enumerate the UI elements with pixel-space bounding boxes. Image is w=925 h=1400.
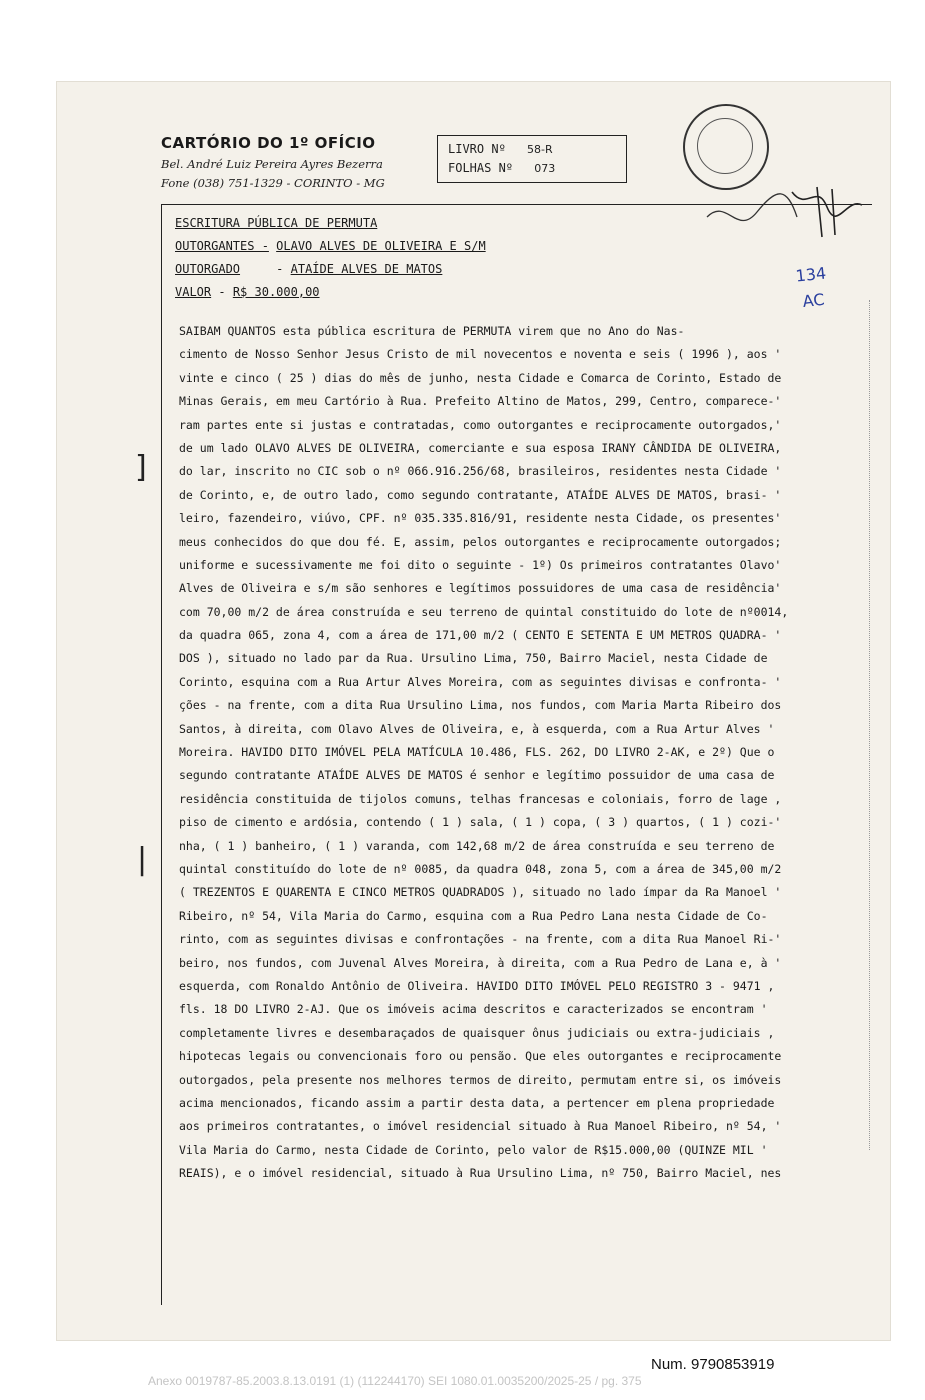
body-line: hipotecas legais ou convencionais foro ou pensão. Que eles outorgantes e reciprocamente (179, 1049, 782, 1064)
outorgantes-row (175, 235, 486, 258)
valor-label: VALOR (175, 285, 212, 299)
folhas-value: 073 (534, 162, 556, 175)
outorgado-value: ATAÍDE ALVES DE MATOS (290, 262, 443, 276)
outorgantes-value: OLAVO ALVES DE OLIVEIRA E S/M (276, 239, 486, 253)
document-number: Num. 9790853919 (651, 1356, 775, 1373)
body-line: de um lado OLAVO ALVES DE OLIVEIRA, comerciante e sua esposa IRANY CÂNDIDA DE OLIVEIRA, (179, 440, 782, 455)
seal-inner-ring (697, 118, 753, 174)
body-line: acima mencionados, ficando assim a partir desta data, a pertencer em plena propriedade (179, 1095, 775, 1110)
book-reference-box (437, 135, 627, 183)
body-line: beiro, nos fundos, com Juvenal Alves Moreira, à direita, com a Rua Pedro de Lana e, à ' (179, 955, 782, 970)
body-line: ram partes ente si justas e contratadas, como outorgantes e reciprocamente outorgados,' (179, 417, 782, 432)
folhas-row (448, 159, 616, 178)
body-line: rinto, com as seguintes divisas e confrontações - na frente, com a dita Rua Manoel Ri-' (179, 932, 782, 947)
deed-summary (175, 212, 486, 304)
margin-note-initials: AC (801, 289, 826, 312)
livro-label: LIVRO Nº (448, 142, 506, 156)
body-line: uniforme e sucessivamente me foi dito o seguinte - 1º) Os primeiros contratantes Olavo' (179, 557, 782, 572)
notary-name: Bel. André Luiz Pereira Ayres Bezerra (161, 157, 383, 171)
footer-reference: Anexo 0019787-85.2003.8.13.0191 (1) (112244170) SEI 1080.01.0035200/2025-25 / pg. 375 (148, 1374, 642, 1388)
body-line: Alves de Oliveira e s/m são senhores e legítimos possuidores de uma casa de residência' (179, 581, 782, 596)
body-line: Moreira. HAVIDO DITO IMÓVEL PELA MATÍCULA 10.486, FLS. 262, DO LIVRO 2-AK, e 2º) Que o (179, 745, 775, 760)
body-line: ( TREZENTOS E QUARENTA E CINCO METROS QUADRADOS ), situado no lado ímpar da Ra Manoel ' (179, 885, 782, 900)
body-line: Minas Gerais, em meu Cartório à Rua. Prefeito Altino de Matos, 299, Centro, comparece-' (179, 394, 782, 409)
right-margin-rule (869, 300, 870, 1150)
body-line: residência constituida de tijolos comuns, telhas francesas e coloniais, forro de lage , (179, 791, 782, 806)
body-line: SAIBAM QUANTOS esta pública escritura de PERMUTA virem que no Ano do Nas- (179, 324, 685, 338)
body-line: meus conhecidos do que dou fé. E, assim, pelos outorgantes e reciprocamente outorgados; (179, 534, 782, 549)
deed-type-row (175, 212, 486, 235)
office-title: CARTÓRIO DO 1º OFÍCIO (161, 134, 376, 152)
valor-dash: - (218, 285, 226, 299)
livro-value: 58-R (527, 143, 553, 156)
margin-bracket-mark: ] (135, 450, 147, 485)
body-line: esquerda, com Ronaldo Antônio de Oliveira. HAVIDO DITO IMÓVEL PELO REGISTRO 3 - 9471 , (179, 978, 775, 993)
body-line: Corinto, esquina com a Rua Artur Alves Moreira, com as seguintes divisas e confronta- ' (179, 674, 782, 689)
outorgado-row (175, 258, 486, 281)
valor-value: R$ 30.000,00 (232, 285, 320, 299)
body-line: quintal constituído do lote de nº 0085, da quadra 048, zona 5, com a área de 345,00 m/2 (179, 861, 782, 876)
body-line: leiro, fazendeiro, viúvo, CPF. nº 035.335.816/91, residente nesta Cidade, os presentes' (179, 511, 782, 526)
body-line: fls. 18 DO LIVRO 2-AJ. Que os imóveis acima descritos e caracterizados se encontram ' (179, 1002, 768, 1017)
body-line: de Corinto, e, de outro lado, como segundo contratante, ATAÍDE ALVES DE MATOS, brasi- ' (179, 487, 782, 502)
margin-note-number: 134 (794, 263, 828, 286)
body-line: vinte e cinco ( 25 ) dias do mês de junho, nesta Cidade e Comarca de Corinto, Estado de (179, 370, 782, 385)
body-line: outorgados, pela presente nos melhores termos de direito, permutam entre si, os imóveis (179, 1072, 782, 1087)
outorgantes-label: OUTORGANTES - (175, 239, 269, 253)
margin-bar-mark: | (137, 842, 148, 877)
body-line: com 70,00 m/2 de área construída e seu terreno de quintal constituido do lote de nº0014, (179, 604, 789, 619)
notary-contact: Fone (038) 751-1329 - CORINTO - MG (161, 176, 385, 190)
valor-row (175, 281, 486, 304)
body-line: Vila Maria do Carmo, nesta Cidade de Corinto, pelo valor de R$15.000,00 (QUINZE MIL ' (179, 1142, 768, 1157)
handwritten-margin-note (794, 261, 830, 316)
notary-header (161, 134, 441, 190)
body-line: Santos, à direita, com Olavo Alves de Oliveira, e, à esquerda, com a Rua Artur Alves ' (179, 721, 775, 736)
body-line: Ribeiro, nº 54, Vila Maria do Carmo, esquina com a Rua Pedro Lana nesta Cidade de Co- (179, 908, 768, 923)
scanned-page (57, 82, 890, 1340)
body-line: completamente livres e desembaraçados de quaisquer ônus judiciais ou extra-judiciais , (179, 1025, 775, 1040)
body-line: nha, ( 1 ) banheiro, ( 1 ) varanda, com 142,68 m/2 de área construída e seu terreno de (179, 838, 775, 853)
outorgado-label: OUTORGADO (175, 262, 241, 276)
body-line: cimento de Nosso Senhor Jesus Cristo de mil novecentos e noventa e seis ( 1996 ), aos ' (179, 347, 782, 362)
body-line: aos primeiros contratantes, o imóvel residencial situado à Rua Manoel Ribeiro, nº 54, ' (179, 1119, 782, 1134)
body-line: do lar, inscrito no CIC sob o nº 066.916.256/68, brasileiros, residentes nesta Cidade ' (179, 464, 782, 479)
body-line: DOS ), situado no lado par da Rua. Ursulino Lima, 750, Bairro Maciel, nesta Cidade de (179, 651, 768, 666)
body-line: segundo contratante ATAÍDE ALVES DE MATOS é senhor e legítimo possuidor de uma casa de (179, 768, 775, 783)
body-line: REAIS), e o imóvel residencial, situado à Rua Ursulino Lima, nº 750, Bairro Maciel, nes (179, 1166, 782, 1181)
body-line: da quadra 065, zona 4, com a área de 171,00 m/2 ( CENTO E SETENTA E UM METROS QUADRA- ' (179, 628, 782, 643)
deed-type: ESCRITURA PÚBLICA DE PERMUTA (175, 216, 378, 230)
livro-row (448, 140, 616, 159)
body-line: ções - na frente, com a dita Rua Ursulino Lima, nos fundos, com Maria Marta Ribeiro dos (179, 698, 782, 713)
body-line: piso de cimento e ardósia, contendo ( 1 ) sala, ( 1 ) copa, ( 3 ) quartos, ( 1 ) cozi-' (179, 815, 782, 830)
folhas-label: FOLHAS Nº (448, 161, 514, 175)
outorgado-dash: - (276, 262, 284, 276)
deed-body-text (179, 320, 849, 1185)
